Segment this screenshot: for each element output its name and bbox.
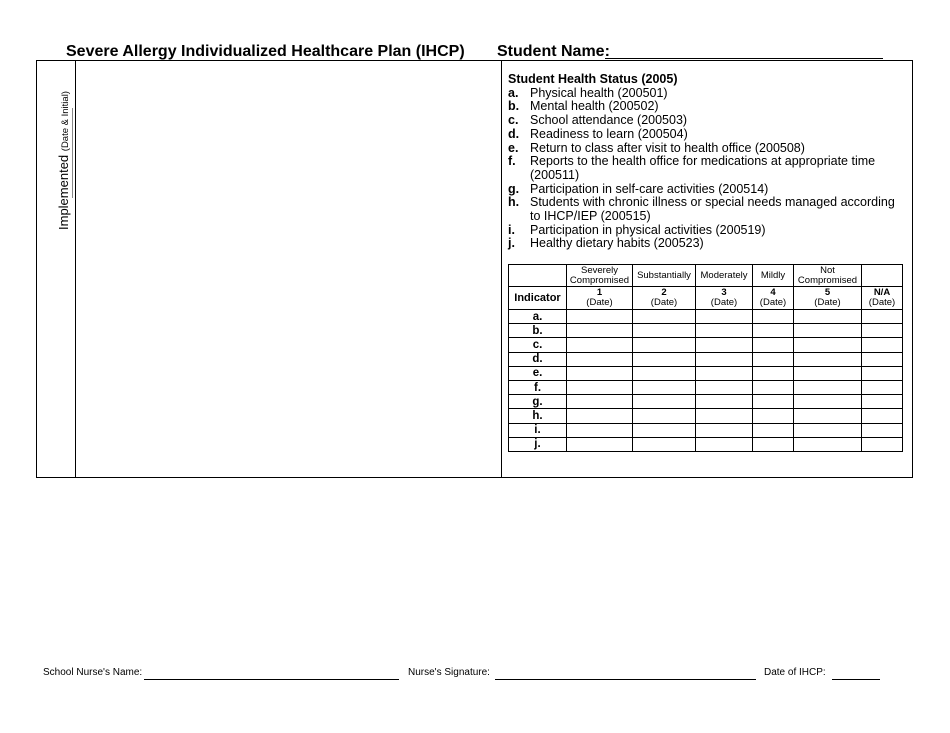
table-row: h.	[509, 409, 903, 423]
implemented-entry-line[interactable]	[72, 108, 73, 198]
ihcp-date-label: Date of IHCP:	[764, 667, 826, 678]
status-item-f: f. Reports to the health office for medications at appropriate time (200511)	[508, 154, 876, 182]
student-name-field[interactable]	[605, 58, 883, 59]
scale-label-2: Substantially	[633, 265, 696, 287]
status-item-i: i. Participation in physical activities (200519)	[508, 222, 766, 237]
nurse-name-label: School Nurse's Name:	[43, 667, 143, 678]
signature-field[interactable]	[495, 679, 756, 680]
scale-number-5: 5 (Date)	[794, 287, 862, 310]
scale-number-1: 1 (Date)	[567, 287, 633, 310]
table-row: e.	[509, 366, 903, 380]
scale-number-3: 3 (Date)	[696, 287, 753, 310]
implemented-sublabel: (Date & Initial)	[60, 91, 71, 152]
status-item-a: a. Physical health (200501)	[508, 85, 668, 100]
signature-label: Nurse's Signature:	[408, 667, 490, 678]
table-row: i.	[509, 423, 903, 437]
scale-label-5: Not Compromised	[794, 265, 862, 287]
table-row: f.	[509, 380, 903, 394]
nurse-name-field[interactable]	[144, 679, 399, 680]
status-item-c: c. School attendance (200503)	[508, 113, 688, 128]
scale-number-2: 2 (Date)	[633, 287, 696, 310]
ihcp-date-field[interactable]	[832, 679, 880, 680]
table-row: j.	[509, 437, 903, 451]
status-item-h: h. Students with chronic illness or special needs managed according to IHCP/IEP (200515)	[508, 195, 895, 224]
health-status-title: Student Health Status (2005)	[508, 72, 678, 86]
scale-label-3: Moderately	[696, 265, 753, 287]
implemented-label: Implemented	[56, 154, 71, 230]
indicator-header: Indicator	[509, 287, 567, 310]
health-status-section	[508, 73, 903, 251]
scale-number-4: 4 (Date)	[753, 287, 794, 310]
scale-number-na: N/A (Date)	[862, 287, 903, 310]
table-row: a.	[509, 310, 903, 324]
table-corner-cell	[509, 265, 567, 287]
status-item-j: j. Healthy dietary habits (200523)	[508, 236, 704, 251]
status-item-g: g. Participation in self-care activities (200514)	[508, 181, 769, 196]
scale-label-1: Severely Compromised	[567, 265, 633, 287]
status-item-d: d. Readiness to learn (200504)	[508, 126, 688, 141]
column-divider	[75, 60, 76, 478]
table-row: c.	[509, 338, 903, 352]
page-title: Severe Allergy Individualized Healthcare Plan (IHCP)	[66, 43, 465, 60]
student-name-label: Student Name:	[497, 43, 610, 60]
column-divider	[501, 60, 502, 478]
scale-label-na	[862, 265, 903, 287]
scale-label-4: Mildly	[753, 265, 794, 287]
table-row: d.	[509, 352, 903, 366]
indicator-table	[508, 264, 903, 452]
status-item-b: b. Mental health (200502)	[508, 99, 659, 114]
implemented-column-header	[39, 75, 73, 230]
table-row: g.	[509, 395, 903, 409]
status-item-e: e. Return to class after visit to health office (200508)	[508, 140, 805, 155]
table-row: b.	[509, 324, 903, 338]
